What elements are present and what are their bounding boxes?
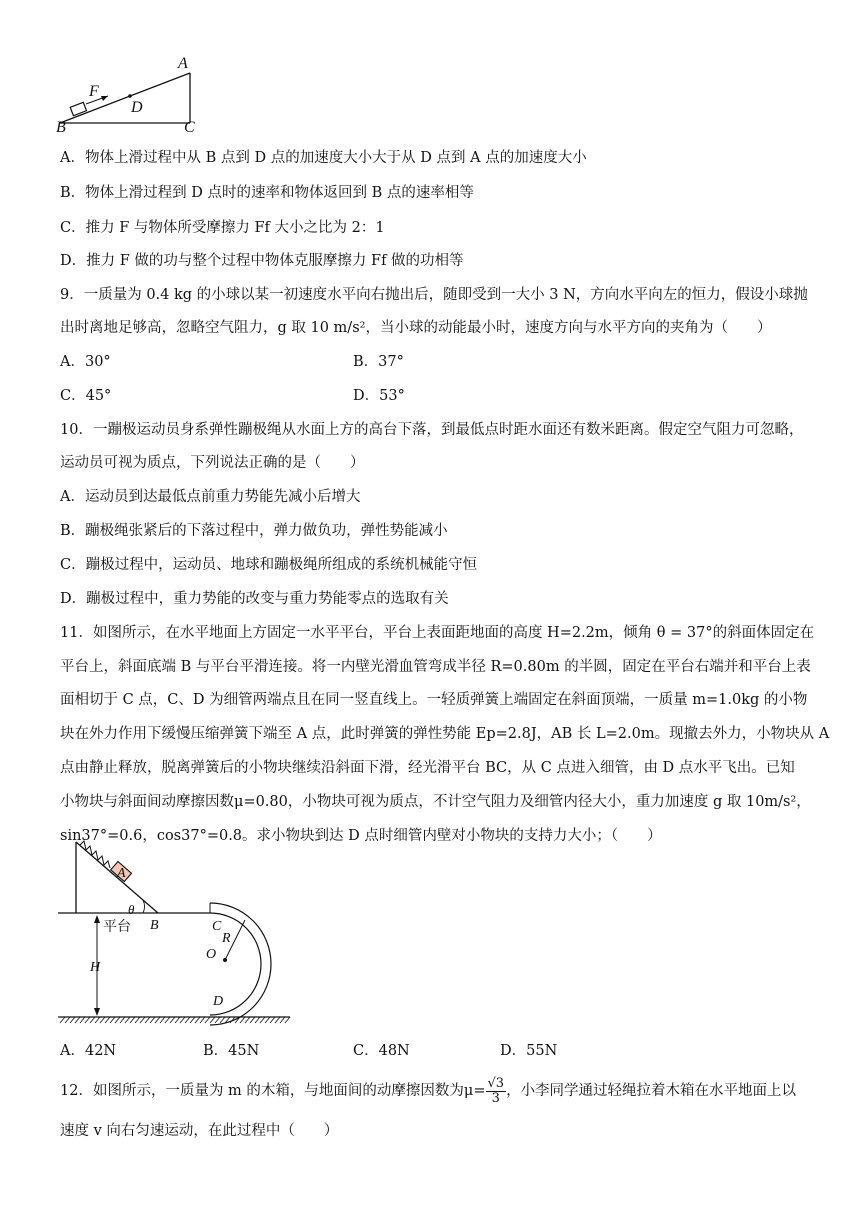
q9-stem-line1: 9．一质量为 0.4 kg 的小球以某一初速度水平向右抛出后，随即受到一大小 3 N，方向水平向左的恒力，假设小球抛 [60,287,808,303]
q10-option-c: C．蹦极过程中，运动员、地球和蹦极绳所组成的系统机械能守恒 [60,557,478,573]
q8-option-a: A．物体上滑过程中从 B 点到 D 点的加速度大小大于从 D 点到 A 点的加速度大小 [60,150,587,166]
q9-stem-line2: 出时离地足够高，忽略空气阻力，g 取 10 m/s²，当小球的动能最小时，速度方向与水平方向的夹角为（ ） [60,320,772,336]
q12-stem-line1 [60,1076,796,1106]
q11-stem-line6: 小物块与斜面间动摩擦因数μ=0.80，小物块可视为质点，不计空气阻力及细管内径大小，重力加速度 g 取 10m/s²， [60,794,811,810]
q8-option-b: B．物体上滑过程到 D 点时的速率和物体返回到 B 点的速率相等 [60,185,474,201]
spring-icon [80,841,110,868]
label-platform: 平台 [103,919,131,935]
label-c-q11: C [212,919,222,934]
q11-option-c: C．48N [353,1043,410,1059]
q10-option-a: A．运动员到达最低点前重力势能先减小后增大 [60,489,361,505]
q11-option-a: A．42N [60,1043,117,1059]
q11-stem-line2: 平台上，斜面底端 B 与平台平滑连接。将一内壁光滑血管弯成半径 R=0.80m 的半圆，固定在平台右端并和平台上表 [60,659,811,675]
q10-option-b: B．蹦极绳张紧后的下落过程中，弹力做负功，弹性势能减小 [60,523,448,539]
q11-stem-line3: 面相切于 C 点，C、D 为细管两端点且在同一竖直线上。一轻质弹簧上端固定在斜面顶端，一质量 m=1.0kg 的小物 [60,692,808,708]
label-theta: θ [128,902,135,917]
q10-stem-line1: 10．一蹦极运动员身系弹性蹦极绳从水面上方的高台下落，到最低点时距水面还有数米距离。假定空气阻力可忽略， [60,422,804,438]
label-c: C [184,119,195,136]
q8-option-c: C．推力 F 与物体所受摩擦力 Ff 大小之比为 2：1 [60,220,385,236]
q11-stem-line1: 11．如图所示，在水平地面上方固定一水平平台，平台上表面距地面的高度 H=2.2m，倾角 θ = 37°的斜面体固定在 [60,625,815,641]
q11-stem-line5: 点由静止释放，脱离弹簧后的小物块继续沿斜面下滑，经光滑平台 BC，从 C 点进入细管，由 D 点水平飞出。已知 [60,760,795,776]
q12-stem-line2: 速度 v 向右匀速运动，在此过程中（ ） [60,1123,339,1139]
label-a-q11: A [117,866,126,881]
q12-stem-part1: 12．如图所示，一质量为 m 的木箱，与地面间的动摩擦因数为μ= [60,1083,486,1099]
label-d-q11: D [213,994,224,1009]
fraction-denominator: 3 [491,1090,500,1106]
q11-option-d: D．55N [500,1043,558,1059]
q11-option-b: B．45N [203,1043,260,1059]
label-d: D [131,99,143,116]
label-b-q11: B [150,918,159,933]
label-o: O [206,947,217,962]
q12-stem-part2: ，小李同学通过轻绳拉着木箱在水平地面上以 [506,1083,797,1099]
q10-option-d: D．蹦极过程中，重力势能的改变与重力势能零点的选取有关 [60,591,449,607]
q8-option-d: D．推力 F 做的功与整个过程中物体克服摩擦力 Ff 做的功相等 [60,253,464,269]
label-r: R [222,931,231,946]
q9-option-a: A．30° [60,354,111,370]
label-b: B [56,119,66,136]
q11-stem-line4: 块在外力作用下缓慢压缩弹簧下端至 A 点，此时弹簧的弹性势能 Ep=2.8J，AB 长 L=2.0m。现撤去外力，小物块从 A [60,726,830,742]
q9-option-d: D．53° [353,388,405,404]
q10-stem-line2: 运动员可视为质点，下列说法正确的是（ ） [60,455,365,471]
label-a: A [178,55,188,72]
q9-option-b: B．37° [353,354,404,370]
label-h: H [90,960,101,975]
q11-stem-line7: sin37°=0.6，cos37°=0.8。求小物块到达 D 点时细管内壁对小物块的支持力大小；（ ） [60,828,662,844]
ground-hatch [60,1017,290,1023]
fraction-numerator: √3 [487,1075,505,1091]
q9-option-c: C．45° [60,388,112,404]
friction-fraction [486,1077,507,1106]
label-f: F [89,83,99,100]
